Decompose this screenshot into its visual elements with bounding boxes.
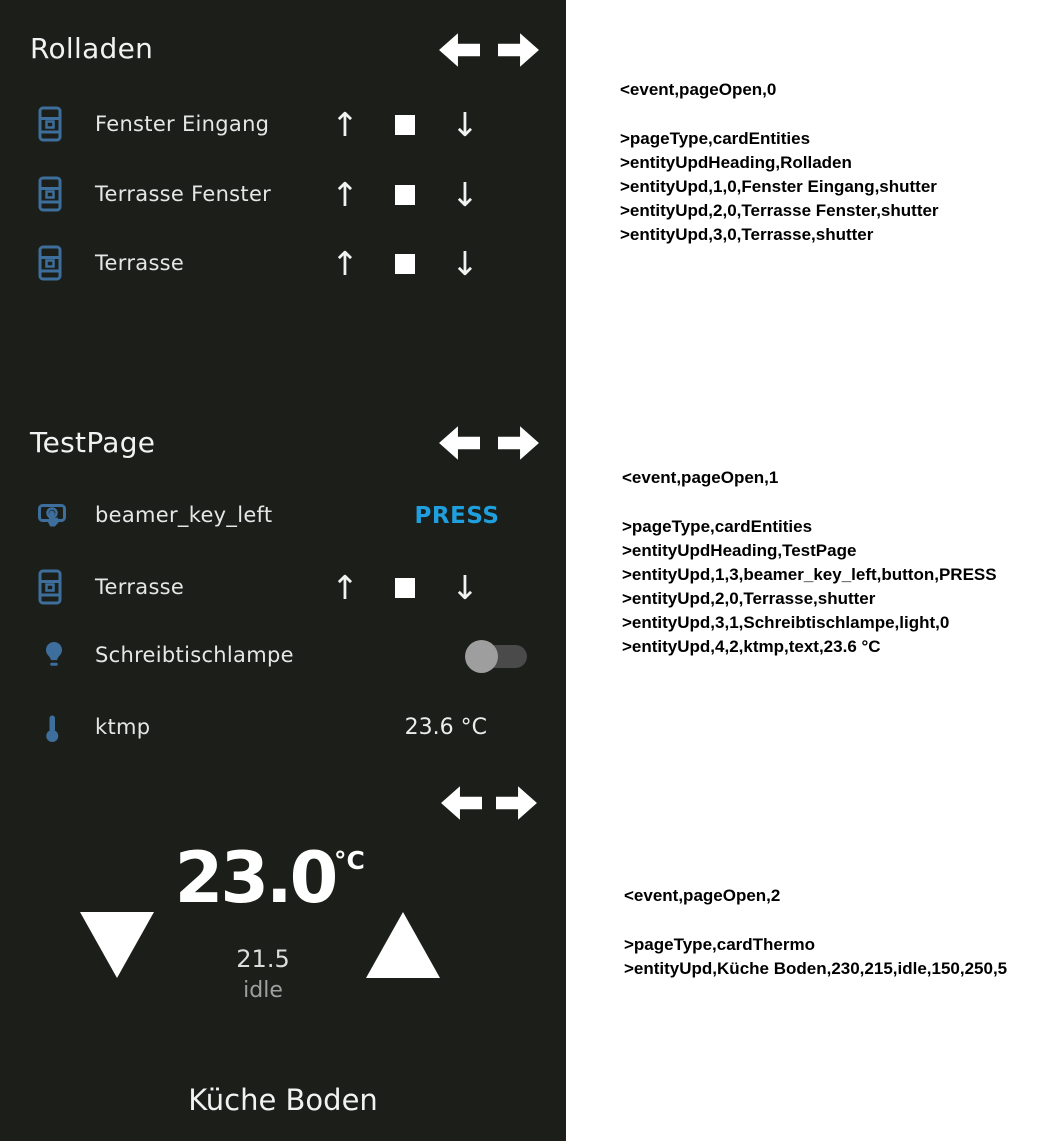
gesture-tap-button-icon [38,501,66,533]
window-shutter-icon [38,245,62,285]
window-shutter-icon [38,569,62,609]
window-shutter-icon [38,106,62,146]
card3-prev-page-button[interactable] [440,785,482,821]
arrow-right-icon [498,425,540,461]
lightbulb-icon [42,641,66,671]
shutter-stop-button[interactable] [395,115,415,135]
card3-next-page-button[interactable] [496,785,538,821]
shutter-up-button[interactable]: ↑ [331,244,359,283]
shutter-up-button[interactable]: ↑ [331,105,359,144]
entity-label: beamer_key_left [95,503,273,527]
log-line: >entityUpd,Küche Boden,230,215,idle,150,250,5 [624,959,1008,978]
arrow-left-icon [438,32,480,68]
shutter-down-button[interactable]: ↓ [451,568,479,607]
shutter-down-button[interactable]: ↓ [451,244,479,283]
thermostat-state: idle [243,978,283,1003]
entity-label: Terrasse Fenster [95,182,272,206]
shutter-up-button[interactable]: ↑ [331,568,359,607]
log-event-line: <event,pageOpen,2 [624,886,781,905]
current-temperature: 23.0 [174,837,336,919]
log-line: >entityUpd,4,2,ktmp,text,23.6 °C [622,637,881,656]
entity-row [0,242,566,286]
press-button[interactable]: PRESS [414,503,500,529]
log-line: >entityUpd,2,0,Terrasse,shutter [622,589,876,608]
entity-label: ktmp [95,715,151,739]
log-block-page1 [622,466,997,659]
arrow-right-icon [498,32,540,68]
log-line: >pageType,cardEntities [620,129,811,148]
target-temperature: 21.5 [236,945,290,973]
log-block-page2 [624,884,1007,981]
entity-label: Terrasse [95,251,185,275]
entity-value: 23.6 °C [404,715,487,740]
entity-row [0,566,566,610]
arrow-left-icon [440,785,482,821]
card1-heading: Rolladen [30,32,154,65]
entity-row [0,494,566,538]
entity-row [0,173,566,217]
setpoint-decrease-button[interactable] [80,912,154,978]
log-line: >entityUpd,1,3,beamer_key_left,button,PRESS [622,565,997,584]
light-toggle-switch[interactable] [468,645,527,668]
log-line: >entityUpdHeading,Rolladen [620,153,852,172]
log-block-page0 [620,78,939,247]
shutter-up-button[interactable]: ↑ [331,175,359,214]
arrow-right-icon [496,785,538,821]
log-line: >entityUpdHeading,TestPage [622,541,857,560]
card2-prev-page-button[interactable] [438,425,480,461]
entity-label: Schreibtischlampe [95,643,294,667]
card1-next-page-button[interactable] [498,32,540,68]
entity-label: Terrasse [95,575,185,599]
entity-row [0,634,566,678]
arrow-left-icon [438,425,480,461]
thermometer-icon [44,714,61,747]
log-line: >entityUpd,3,1,Schreibtischlampe,light,0 [622,613,950,632]
log-line: >entityUpd,1,0,Fenster Eingang,shutter [620,177,937,196]
entity-row [0,103,566,147]
setpoint-increase-button[interactable] [366,912,440,978]
log-line: >pageType,cardEntities [622,517,813,536]
temperature-unit: °C [334,846,365,875]
entity-label: Fenster Eingang [95,112,270,136]
log-event-line: <event,pageOpen,0 [620,80,777,99]
thermostat-title: Küche Boden [188,1083,378,1117]
log-event-line: <event,pageOpen,1 [622,468,779,487]
shutter-down-button[interactable]: ↓ [451,175,479,214]
shutter-stop-button[interactable] [395,578,415,598]
card1-prev-page-button[interactable] [438,32,480,68]
card2-heading: TestPage [30,426,156,459]
log-line: >entityUpd,2,0,Terrasse Fenster,shutter [620,201,939,220]
toggle-knob [465,640,498,673]
log-line: >entityUpd,3,0,Terrasse,shutter [620,225,874,244]
window-shutter-icon [38,176,62,216]
shutter-stop-button[interactable] [395,185,415,205]
log-line: >pageType,cardThermo [624,935,815,954]
entity-row [0,706,566,750]
shutter-down-button[interactable]: ↓ [451,105,479,144]
shutter-stop-button[interactable] [395,254,415,274]
card2-next-page-button[interactable] [498,425,540,461]
